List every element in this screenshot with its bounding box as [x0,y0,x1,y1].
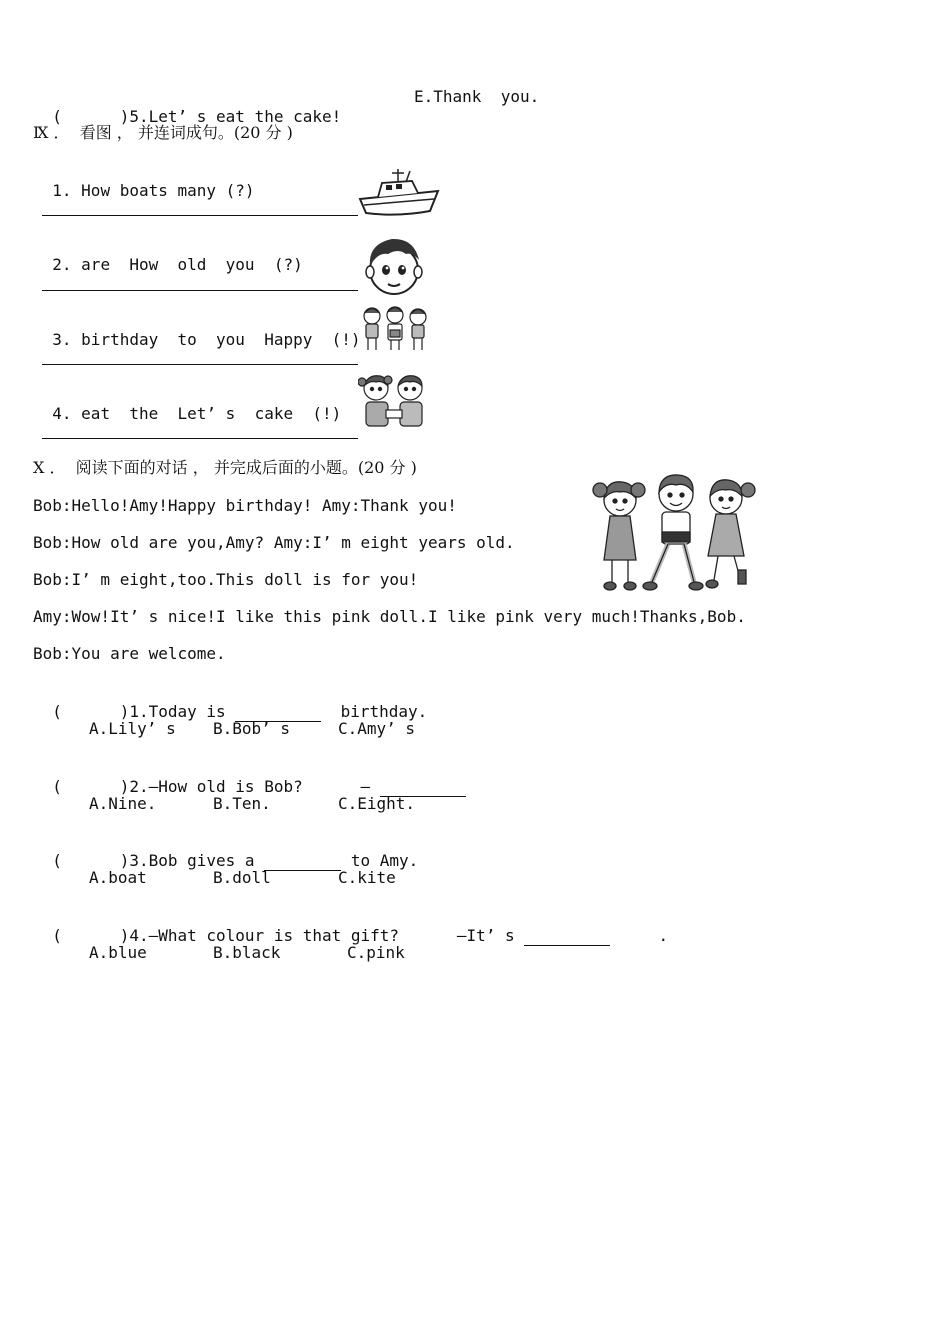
q2-option-c: C.Eight. [338,794,416,813]
item-number: 3. [52,330,72,349]
reorder-item-4 [33,384,341,424]
q1-option-b: B.Bob’ s [213,719,291,738]
reorder-item-2 [33,235,303,275]
item-number: 1. [52,181,72,200]
answer-line-1[interactable] [42,215,358,216]
section-9-heading: Ⅸ ． 看图 ， 并连词成句。(20 分 ) [33,123,293,142]
fill-blank[interactable] [524,929,610,946]
item-text: Let’ s eat the cake! [148,107,342,126]
scrambled-words: birthday to you Happy (!) [81,330,361,349]
question-3: ( )3.Bob gives a to Amy. [52,851,419,870]
boat-icon [358,165,440,219]
match-item-5 [33,87,341,127]
boy-face-icon [362,234,426,298]
reorder-item-1 [33,161,255,201]
scrambled-words: eat the Let’ s cake (!) [81,404,342,423]
kids-eating-cake-icon [358,372,432,430]
scrambled-words: are How old you (?) [81,255,303,274]
answer-line-2[interactable] [42,290,358,291]
q4-option-b: B.black [213,943,281,962]
answer-paren[interactable]: ( ) [52,777,130,796]
item-number: 5. [129,107,149,126]
dialogue-line-3: Bob:I’ m eight,too.This doll is for you! [33,570,419,589]
dialogue-line-4: Amy:Wow!It’ s nice!I like this pink doll.I like pink very much!Thanks,Bob. [33,607,746,626]
answer-paren[interactable]: ( ) [52,926,130,945]
q3-option-c: C.kite [338,868,396,887]
q3-option-b: B.doll [213,868,271,887]
answer-line-3[interactable] [42,364,358,365]
section-10-heading: Ⅹ ． 阅读下面的对话 ， 并完成后面的小题。(20 分 ) [33,458,417,477]
item-number: 2. [52,255,72,274]
q2-option-b: B.Ten. [213,794,271,813]
match-option-e: E.Thank you. [414,87,540,106]
question-4: ( )4.—What colour is that gift? —It’ s . [52,926,669,945]
q2-option-a: A.Nine. [89,794,157,813]
dialogue-line-5: Bob:You are welcome. [33,644,226,663]
item-number: 4. [52,404,72,423]
answer-paren[interactable]: ( ) [52,702,130,721]
three-children-icon [590,470,758,598]
answer-paren-close: ) [119,107,130,126]
birthday-party-icon [360,304,430,352]
q1-option-a: A.Lily’ s [89,719,176,738]
q3-option-a: A.boat [89,868,147,887]
dialogue-line-2: Bob:How old are you,Amy? Amy:I’ m eight years old. [33,533,515,552]
question-1: ( )1.Today is birthday. [52,702,428,721]
answer-line-4[interactable] [42,438,358,439]
q4-option-a: A.blue [89,943,147,962]
dialogue-line-1: Bob:Hello!Amy!Happy birthday! Amy:Thank you! [33,496,457,515]
question-2: ( )2.—How old is Bob? — [33,757,466,797]
scrambled-words: How boats many (?) [81,181,255,200]
q1-option-c: C.Amy’ s [338,719,416,738]
fill-blank[interactable] [264,854,341,871]
reorder-item-3 [33,310,361,350]
answer-paren[interactable]: ( ) [52,851,130,870]
answer-paren-open[interactable]: ( [52,107,62,126]
q4-option-c: C.pink [347,943,405,962]
